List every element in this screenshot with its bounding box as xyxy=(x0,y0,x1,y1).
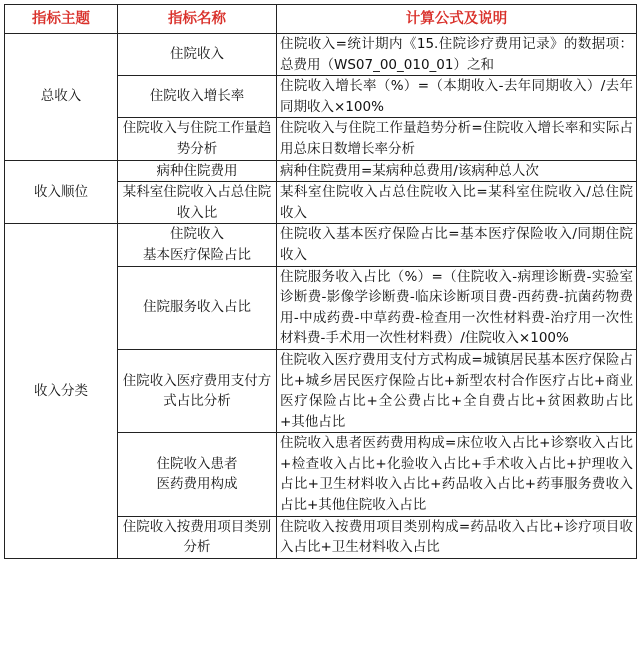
indicator-name: 住院收入 基本医疗保险占比 xyxy=(118,224,277,266)
formula-cell: 住院收入医疗费用支付方式构成=城镇居民基本医疗保险占比+城乡居民医疗保险占比+新型农村合作医疗占比+商业医疗保险占比+全公费占比+全自费占比+贫困救助占比+其他占比 xyxy=(277,349,637,432)
formula-cell: 住院收入按费用项目类别构成=药品收入占比+诊疗项目收入占比+卫生材料收入占比 xyxy=(277,516,637,558)
indicator-name: 住院收入按费用项目类别分析 xyxy=(118,516,277,558)
formula-cell: 住院收入增长率（%）=（本期收入-去年同期收入）/去年同期收入×100% xyxy=(277,76,637,118)
indicator-name: 住院收入与住院工作量趋势分析 xyxy=(118,118,277,160)
indicator-name: 住院收入增长率 xyxy=(118,76,277,118)
formula-cell: 住院收入=统计期内《15.住院诊疗费用记录》的数据项：总费用（WS07_00_010_01）之和 xyxy=(277,34,637,76)
indicator-name: 住院收入医疗费用支付方式占比分析 xyxy=(118,349,277,432)
topic-cell: 总收入 xyxy=(5,34,118,161)
formula-cell: 住院收入患者医药费用构成=床位收入占比+诊察收入占比+检查收入占比+化验收入占比+手术收入占比+护理收入占比+卫生材料收入占比+药品收入占比+药事服务费收入占比+其他住院收入占比 xyxy=(277,433,637,516)
topic-cell: 收入分类 xyxy=(5,224,118,559)
header-row xyxy=(5,5,637,34)
header-name: 指标名称 xyxy=(118,5,277,34)
table-row xyxy=(5,224,637,266)
header-topic: 指标主题 xyxy=(5,5,118,34)
indicator-name: 某科室住院收入占总住院收入比 xyxy=(118,182,277,224)
formula-cell: 住院收入与住院工作量趋势分析=住院收入增长率和实际占用总床日数增长率分析 xyxy=(277,118,637,160)
formula-cell: 某科室住院收入占总住院收入比=某科室住院收入/总住院收入 xyxy=(277,182,637,224)
formula-cell: 病种住院费用=某病种总费用/该病种总人次 xyxy=(277,160,637,182)
indicator-name: 病种住院费用 xyxy=(118,160,277,182)
indicator-name: 住院收入患者 医药费用构成 xyxy=(118,433,277,516)
indicator-name: 住院收入 xyxy=(118,34,277,76)
table-row xyxy=(5,34,637,76)
formula-cell: 住院服务收入占比（%）=（住院收入-病理诊断费-实验室诊断费-影像学诊断费-临床诊断项目费-西药费-抗菌药物费用-中成药费-中草药费-检查用一次性材料费-治疗用一次性材料费-手术用一次性材料费）/住院收入×100% xyxy=(277,266,637,349)
header-formula: 计算公式及说明 xyxy=(277,5,637,34)
indicator-table xyxy=(4,4,637,559)
formula-cell: 住院收入基本医疗保险占比=基本医疗保险收入/同期住院收入 xyxy=(277,224,637,266)
indicator-name: 住院服务收入占比 xyxy=(118,266,277,349)
topic-cell: 收入顺位 xyxy=(5,160,118,224)
table-row xyxy=(5,160,637,182)
